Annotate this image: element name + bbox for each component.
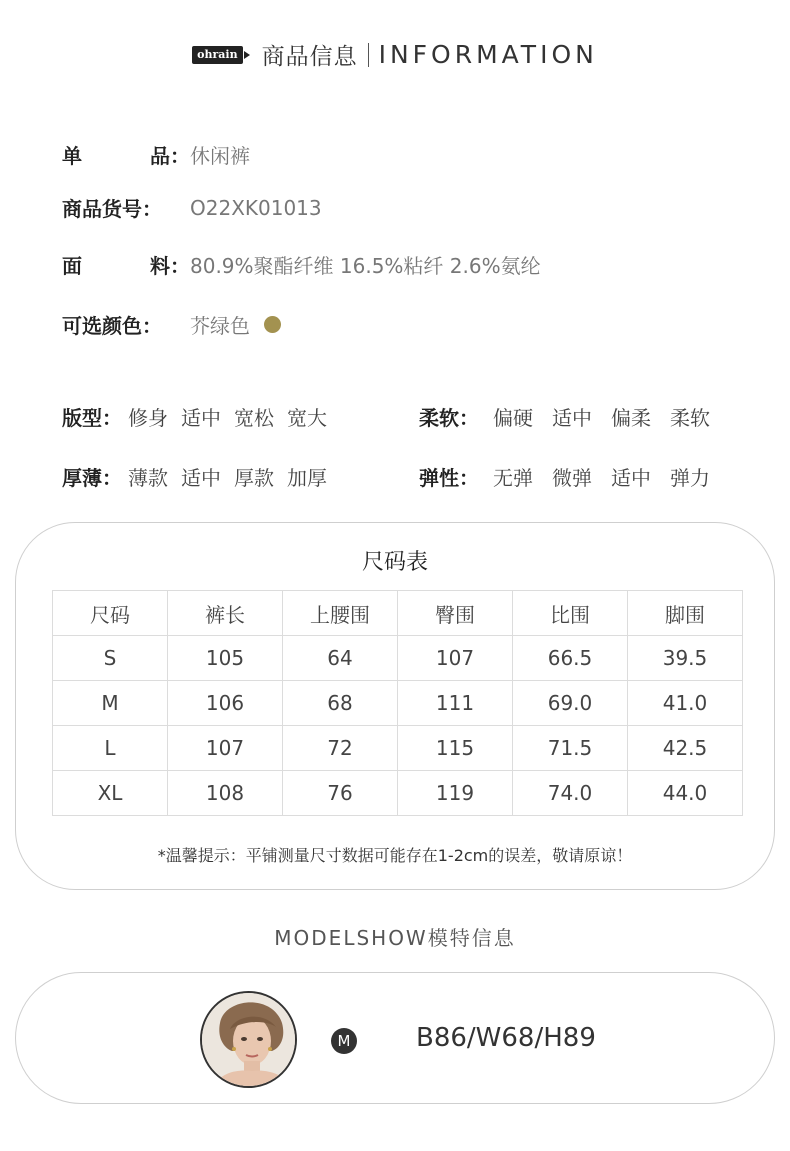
info-label-item-a: 单 (62, 144, 82, 168)
attr-thickness-option: 薄款 (128, 466, 168, 490)
size-table (52, 590, 743, 816)
attr-elasticity-option: 弹力 (670, 466, 710, 490)
brand-logo-text: ohrain (192, 46, 242, 64)
brand-logo (192, 46, 249, 64)
table-cell: 68 (283, 681, 398, 726)
table-row (53, 681, 743, 726)
attr-thickness (62, 462, 327, 491)
info-label-fabric-b: 料： (150, 254, 190, 278)
table-cell: 71.5 (513, 726, 628, 771)
section-header (0, 38, 790, 71)
info-value-item: 休闲裤 (190, 144, 250, 168)
attr-thickness-option-selected: 适中 (181, 462, 221, 491)
info-value-code: O22XK01013 (190, 195, 322, 220)
model-size-badge: M (331, 1028, 357, 1054)
table-cell: 107 (398, 636, 513, 681)
model-measurements: B86/W68/H89 (416, 1023, 596, 1053)
size-table-header-row (53, 591, 743, 636)
table-cell: L (53, 726, 168, 771)
attr-fit-option-selected: 宽松 (234, 402, 274, 431)
size-table-header: 臀围 (398, 591, 513, 636)
table-cell: 105 (168, 636, 283, 681)
model-avatar (200, 991, 297, 1088)
attr-fit-option: 修身 (128, 406, 168, 430)
size-table-header: 脚围 (628, 591, 743, 636)
attr-softness-option: 偏柔 (611, 406, 651, 430)
table-row (53, 636, 743, 681)
size-table-header: 比围 (513, 591, 628, 636)
header-title-en: INFORMATION (378, 40, 598, 69)
attr-fit-label: 版型： (62, 406, 122, 430)
attr-elasticity (419, 462, 710, 491)
table-cell: 69.0 (513, 681, 628, 726)
table-row (53, 771, 743, 816)
table-cell: XL (53, 771, 168, 816)
info-row-item (62, 140, 250, 169)
size-chart-note: *温馨提示：平铺测量尺寸数据可能存在1-2cm的误差，敬请原谅！ (157, 846, 633, 865)
info-value-fabric: 80.9%聚酯纤维 16.5%粘纤 2.6%氨纶 (190, 254, 541, 278)
attr-thickness-option: 加厚 (287, 466, 327, 490)
size-table-header: 上腰围 (283, 591, 398, 636)
table-cell: M (53, 681, 168, 726)
attr-softness-option: 偏硬 (493, 406, 533, 430)
info-label-fabric (62, 250, 190, 279)
table-cell: 41.0 (628, 681, 743, 726)
table-cell: 42.5 (628, 726, 743, 771)
attr-thickness-label: 厚薄： (62, 466, 122, 490)
table-row (53, 726, 743, 771)
attr-elasticity-option: 微弹 (552, 466, 592, 490)
table-cell: 108 (168, 771, 283, 816)
info-row-color (62, 310, 281, 339)
info-row-code (62, 193, 322, 222)
size-chart-title: 尺码表 (361, 550, 428, 575)
table-cell: 39.5 (628, 636, 743, 681)
size-chart-panel (15, 522, 775, 890)
info-value-color: 芥绿色 (190, 314, 250, 338)
table-cell: 66.5 (513, 636, 628, 681)
attr-softness-option-selected: 适中 (552, 402, 592, 431)
attr-softness-option: 柔软 (670, 406, 710, 430)
header-divider (368, 43, 369, 67)
attr-fit (62, 402, 327, 431)
size-table-header: 裤长 (168, 591, 283, 636)
table-cell: 115 (398, 726, 513, 771)
info-label-code: 商品货号： (62, 197, 162, 221)
table-cell: 111 (398, 681, 513, 726)
attr-fit-option: 宽大 (287, 406, 327, 430)
info-label-item (62, 140, 190, 169)
model-info-panel (15, 972, 775, 1104)
table-cell: 119 (398, 771, 513, 816)
attr-softness-label: 柔软： (419, 406, 479, 430)
table-cell: 44.0 (628, 771, 743, 816)
attr-fit-option: 适中 (181, 406, 221, 430)
model-section-title: MODELSHOW模特信息 (274, 926, 516, 950)
attr-softness (419, 402, 710, 431)
table-cell: 76 (283, 771, 398, 816)
info-label-color: 可选颜色： (62, 314, 162, 338)
header-title-cn: 商品信息 (261, 44, 358, 70)
table-cell: 107 (168, 726, 283, 771)
attr-elasticity-option: 适中 (611, 466, 651, 490)
table-cell: 64 (283, 636, 398, 681)
info-label-item-b: 品： (150, 144, 190, 168)
model-portrait-image (202, 993, 297, 1088)
table-cell: S (53, 636, 168, 681)
play-icon (244, 51, 250, 59)
info-label-fabric-a: 面 (62, 254, 82, 278)
info-row-fabric (62, 250, 541, 279)
color-swatch (264, 316, 281, 333)
table-cell: 74.0 (513, 771, 628, 816)
table-cell: 72 (283, 726, 398, 771)
size-table-header: 尺码 (53, 591, 168, 636)
attr-elasticity-option-selected: 无弹 (493, 462, 533, 491)
table-cell: 106 (168, 681, 283, 726)
attr-elasticity-label: 弹性： (419, 466, 479, 490)
attr-thickness-option: 厚款 (234, 466, 274, 490)
